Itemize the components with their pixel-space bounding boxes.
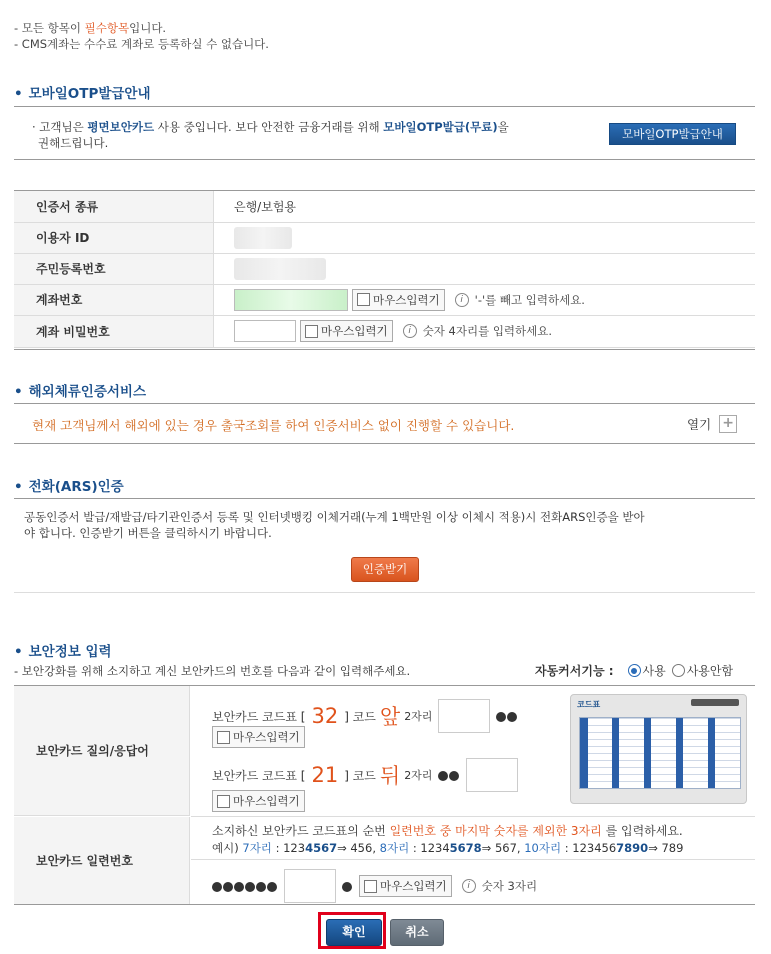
cert-type-value: 은행/보험용	[214, 191, 756, 222]
card-title: 코드표	[577, 700, 601, 709]
plus-icon[interactable]: +	[719, 415, 737, 433]
example-1-result: ⇒ 456,	[337, 841, 376, 855]
mouse-input-label: 마우스입력기	[373, 292, 440, 307]
example-2-label: 8자리	[379, 841, 410, 855]
overseas-section-title	[14, 380, 146, 400]
q2-code-text: ] 코드	[344, 768, 376, 783]
account-mouse-input-button[interactable]	[352, 289, 445, 311]
notice-suffix: 입니다.	[129, 21, 167, 35]
info-icon: i	[403, 324, 417, 338]
cancel-button[interactable]: 취소	[390, 919, 444, 946]
table-row	[14, 222, 755, 253]
mouse-input-label: 마우스입력기	[233, 730, 300, 744]
required-notice	[14, 20, 166, 36]
q1-mouse-input-button[interactable]	[212, 726, 305, 748]
ars-title-text: 전화(ARS)인증	[28, 479, 124, 495]
otp-section-title	[14, 82, 151, 102]
serial-examples	[212, 841, 683, 855]
divider	[191, 859, 755, 860]
rrn-value-masked	[234, 258, 326, 280]
mouse-input-label: 마우스입력기	[321, 324, 388, 338]
divider	[14, 498, 755, 499]
serial-description	[212, 823, 683, 857]
example-3-label: 10자리	[524, 841, 562, 855]
account-number-input[interactable]	[234, 289, 348, 311]
radio-nouse-label[interactable]: 사용안함	[686, 664, 734, 678]
open-label: 열기	[687, 417, 712, 432]
radio-nouse[interactable]	[672, 664, 685, 677]
example-2-pre: : 1234	[409, 841, 450, 855]
example-1-pre: : 123	[271, 841, 306, 855]
security-title-text: 보안정보 입력	[28, 644, 112, 660]
mouse-input-label: 마우스입력기	[233, 794, 300, 808]
otp-free-highlight: 모바일OTP발급(무료)	[383, 120, 498, 134]
divider	[14, 443, 755, 444]
checkbox-icon[interactable]	[217, 795, 230, 808]
security-card-qa-label: 보안카드 질의/응답어	[14, 686, 190, 816]
checkbox-icon[interactable]	[364, 880, 377, 893]
serial-desc-highlight: 일련번호 중 마지막 숫자를 제외한 3자리	[389, 824, 602, 838]
masked-dots	[212, 879, 278, 893]
q2-position: 뒤	[379, 764, 401, 788]
table-row	[14, 284, 755, 315]
otp-card-type: 평면보안카드	[87, 120, 155, 134]
overseas-message: 현재 고객님께서 해외에 있는 경우 출국조회를 하여 인증서비스 없이 진행할 수 있습니다.	[32, 418, 515, 433]
cert-form-table	[14, 191, 755, 348]
q2-code-number: 21	[311, 763, 339, 787]
otp-title-text: 모바일OTP발급안내	[28, 86, 151, 102]
security-card-image	[570, 694, 747, 804]
overseas-open-toggle[interactable]	[687, 415, 737, 433]
password-mouse-input-button[interactable]	[300, 320, 393, 342]
confirm-button[interactable]: 확인	[326, 919, 382, 946]
account-password-input[interactable]	[234, 320, 296, 342]
checkbox-icon[interactable]	[217, 731, 230, 744]
serial-input[interactable]	[284, 869, 336, 903]
ars-section-title	[14, 475, 124, 495]
example-2-bold: 5678	[449, 841, 482, 855]
mouse-input-label: 마우스입력기	[380, 879, 447, 893]
example-2-result: ⇒ 567,	[481, 841, 521, 855]
otp-msg-pre: · 고객님은	[32, 120, 88, 134]
security-card-serial-label: 보안카드 일련번호	[14, 817, 190, 904]
info-icon: i	[455, 293, 469, 307]
question-2	[212, 758, 518, 792]
example-3-pre: : 123456	[561, 841, 617, 855]
otp-msg-line2: 권해드립니다.	[38, 136, 109, 150]
ars-verify-button[interactable]: 인증받기	[351, 557, 419, 582]
overseas-title-text: 해외체류인증서비스	[28, 384, 147, 400]
auto-cursor-setting	[535, 662, 733, 679]
card-code-grid	[579, 717, 741, 789]
q1-prefix: 보안카드 코드표 [	[212, 709, 306, 724]
radio-use-label[interactable]: 사용	[642, 664, 666, 678]
example-prefix: 예시)	[212, 841, 239, 855]
info-icon: i	[462, 879, 476, 893]
notice-text: - 모든 항목이	[14, 21, 85, 35]
security-table-bottom	[14, 904, 755, 905]
serial-input-row	[212, 869, 537, 903]
otp-msg-mid: 사용 중입니다. 보다 안전한 금융거래를 위해	[154, 120, 384, 134]
account-password-label: 계좌 비밀번호	[14, 315, 214, 347]
ars-message	[24, 509, 759, 541]
q1-answer-input[interactable]	[438, 699, 490, 733]
bullet-icon: •	[14, 86, 23, 102]
table-row	[14, 191, 755, 222]
table-row	[14, 315, 755, 347]
q1-digits: 2자리	[404, 710, 433, 723]
user-id-value-masked	[234, 227, 292, 249]
example-1-bold: 4567	[305, 841, 338, 855]
example-1-label: 7자리	[242, 841, 272, 855]
card-serial-masked	[691, 699, 739, 706]
checkbox-icon[interactable]	[305, 325, 318, 338]
divider	[191, 816, 755, 817]
user-id-label: 이용자 ID	[14, 222, 214, 253]
masked-dot	[342, 879, 353, 893]
auto-cursor-label: 자동커서기능 :	[535, 664, 614, 678]
serial-mouse-input-button[interactable]	[359, 875, 452, 897]
checkbox-icon[interactable]	[357, 293, 370, 306]
radio-use[interactable]	[628, 664, 641, 677]
account-label: 계좌번호	[14, 284, 214, 315]
ars-msg-line1: 공동인증서 발급/재발급/타기관인증서 등록 및 인터넷뱅킹 이체거래(누계 1백만원 이상 이체시 적용)시 전화ARS인증을 받아	[24, 510, 645, 524]
divider	[14, 592, 755, 593]
divider	[14, 159, 755, 160]
cert-type-label: 인증서 종류	[14, 191, 214, 222]
password-hint: 숫자 4자리를 입력하세요.	[422, 324, 553, 338]
cms-notice: - CMS계좌는 수수료 계좌로 등록하실 수 없습니다.	[14, 37, 269, 51]
ars-msg-line2: 야 합니다. 인증받기 버튼을 클릭하시기 바랍니다.	[24, 526, 272, 540]
q1-code-text: ] 코드	[344, 709, 376, 724]
rrn-label: 주민등록번호	[14, 253, 214, 284]
account-hint: '-'를 빼고 입력하세요.	[474, 292, 585, 307]
divider	[14, 403, 755, 404]
masked-dots	[438, 768, 460, 782]
table-row	[14, 253, 755, 284]
otp-msg-post: 을	[497, 120, 509, 134]
bullet-icon: •	[14, 384, 23, 400]
q2-prefix: 보안카드 코드표 [	[212, 768, 306, 783]
masked-dots	[496, 709, 518, 723]
bullet-icon: •	[14, 479, 23, 495]
q2-answer-input[interactable]	[466, 758, 518, 792]
otp-message	[32, 119, 509, 151]
security-section-title	[14, 640, 112, 660]
q2-mouse-input-button[interactable]	[212, 790, 305, 812]
bullet-icon: •	[14, 644, 23, 660]
table-bottom-border	[14, 349, 755, 350]
divider	[14, 106, 755, 107]
serial-hint: 숫자 3자리	[481, 879, 538, 893]
q2-digits: 2자리	[404, 769, 433, 782]
q1-position: 앞	[379, 705, 401, 729]
example-3-bold: 7890	[616, 841, 649, 855]
serial-desc-pre: 소지하신 보안카드 코드표의 순번	[212, 824, 390, 838]
security-description: - 보안강화를 위해 소지하고 계신 보안카드의 번호를 다음과 같이 입력해주세요.	[14, 664, 411, 678]
q1-code-number: 32	[311, 704, 339, 728]
required-highlight: 필수항목	[84, 21, 130, 35]
otp-guide-button[interactable]: 모바일OTP발급안내	[609, 123, 736, 145]
serial-desc-post: 를 입력하세요.	[601, 824, 683, 838]
example-3-result: ⇒ 789	[648, 841, 684, 855]
